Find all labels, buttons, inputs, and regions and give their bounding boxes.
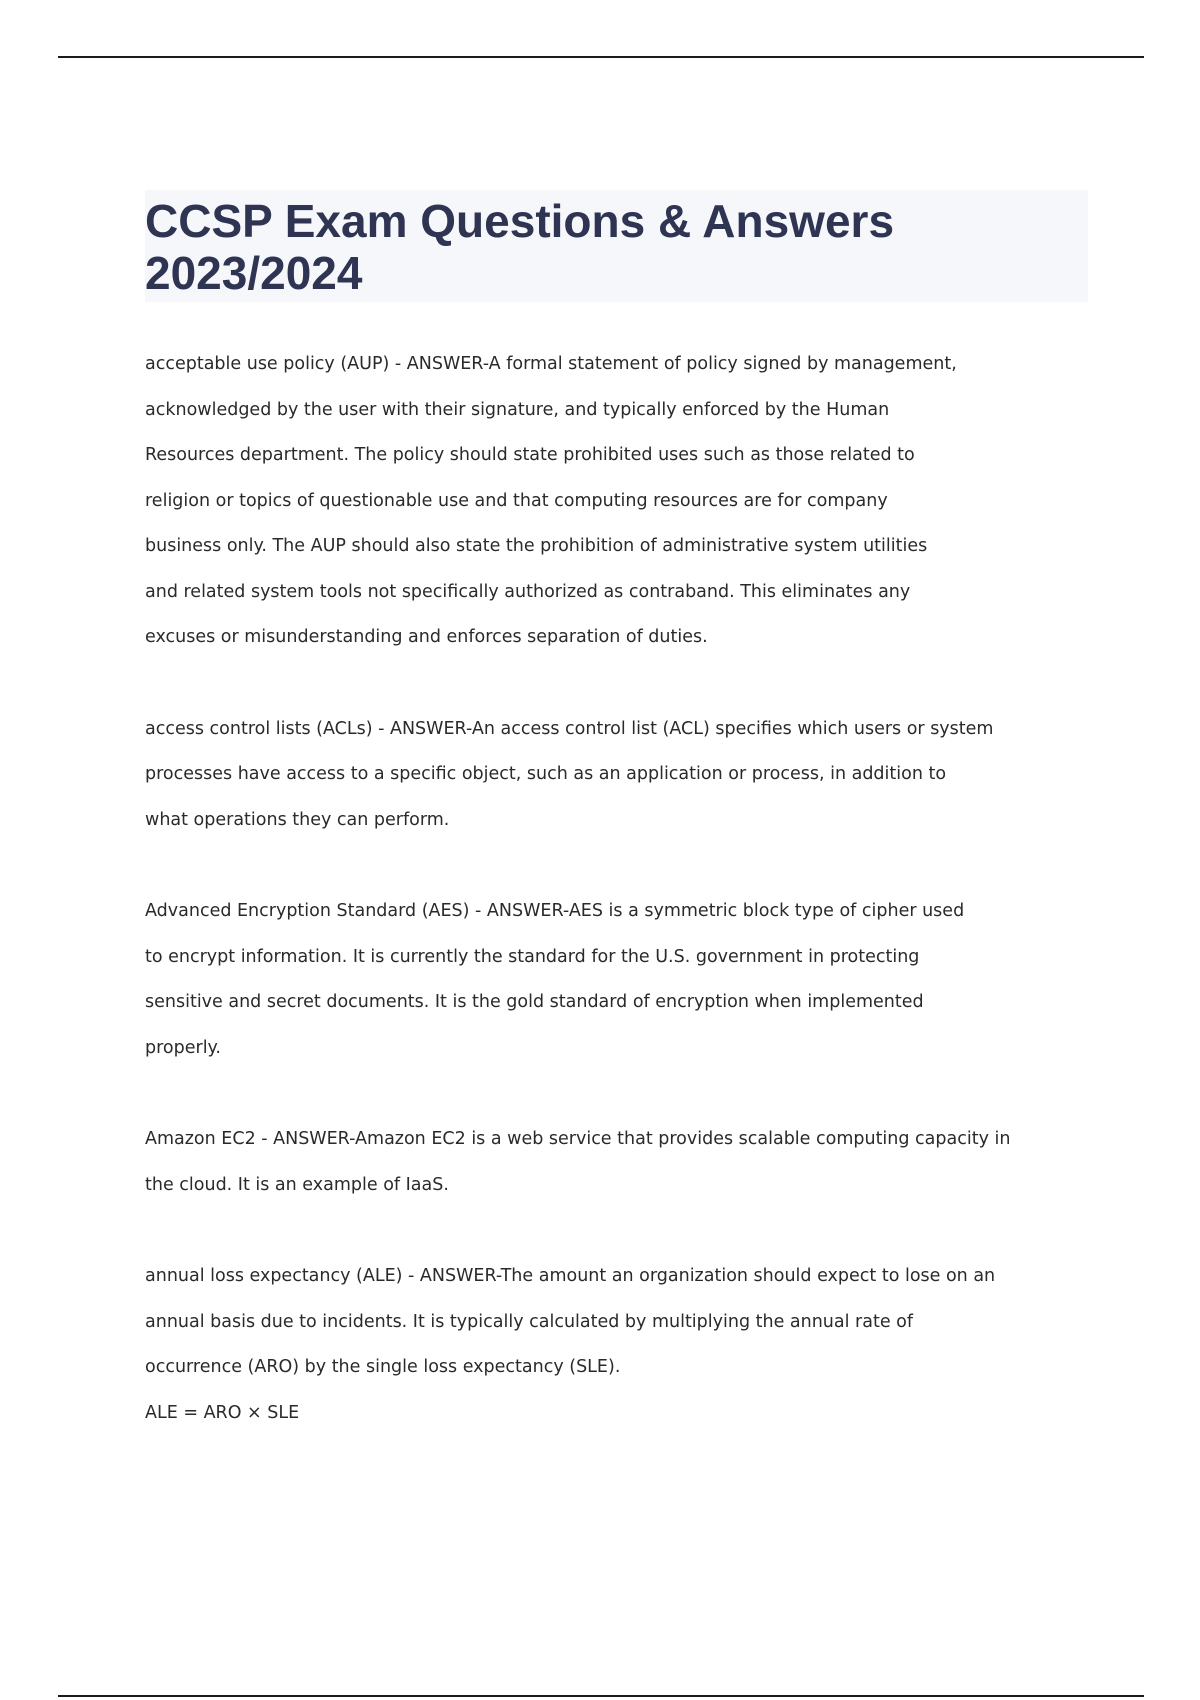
- qa-entry-ec2: [145, 1117, 1045, 1208]
- qa-entry-ale: [145, 1254, 1045, 1436]
- qa-entry-text: Amazon EC2 - ANSWER-Amazon EC2 is a web service that provides scalable computing capacity in the cloud. It is an example of IaaS.: [145, 1129, 1011, 1195]
- qa-entry-text: Advanced Encryption Standard (AES) - ANSWER-AES is a symmetric block type of cipher used to encrypt information. It is currently the standard for the U.S. government in protecting sensitive and secret documents. It is the gold standard of encryption when implemented properly.: [145, 901, 965, 1058]
- qa-entry-aes: [145, 889, 1045, 1071]
- qa-entry-acls: [145, 707, 1045, 844]
- bottom-rule: [58, 1695, 1144, 1697]
- ale-formula: ALE = ARO × SLE: [145, 1402, 300, 1423]
- top-rule: [58, 56, 1144, 58]
- qa-entry-text: acceptable use policy (AUP) - ANSWER-A formal statement of policy signed by management, acknowledged by the user with their signature, and typically enforced by the Human Resources department. The policy should state prohibited uses such as those related to religion or topics of questionable use and that computing resources are for company business only. The AUP should also state the prohibition of administrative system utilities and related system tools not specifically authorized as contraband. This eliminates any excuses or misunderstanding and enforces separation of duties.: [145, 354, 957, 647]
- qa-entry-text: annual loss expectancy (ALE) - ANSWER-The amount an organization should expect to lose on an annual basis due to incidents. It is typically calculated by multiplying the annual rate of occurrence (ARO) by the single loss expectancy (SLE).: [145, 1266, 996, 1377]
- title-banner: [145, 190, 1088, 302]
- qa-entry-aup: [145, 342, 1045, 661]
- qa-content: [145, 342, 1045, 1482]
- qa-entry-text: access control lists (ACLs) - ANSWER-An access control list (ACL) specifies which users or system processes have access to a specific object, such as an application or process, in addition to what operations they can perform.: [145, 718, 994, 830]
- page-title: CCSP Exam Questions & Answers 2023/2024: [145, 195, 895, 299]
